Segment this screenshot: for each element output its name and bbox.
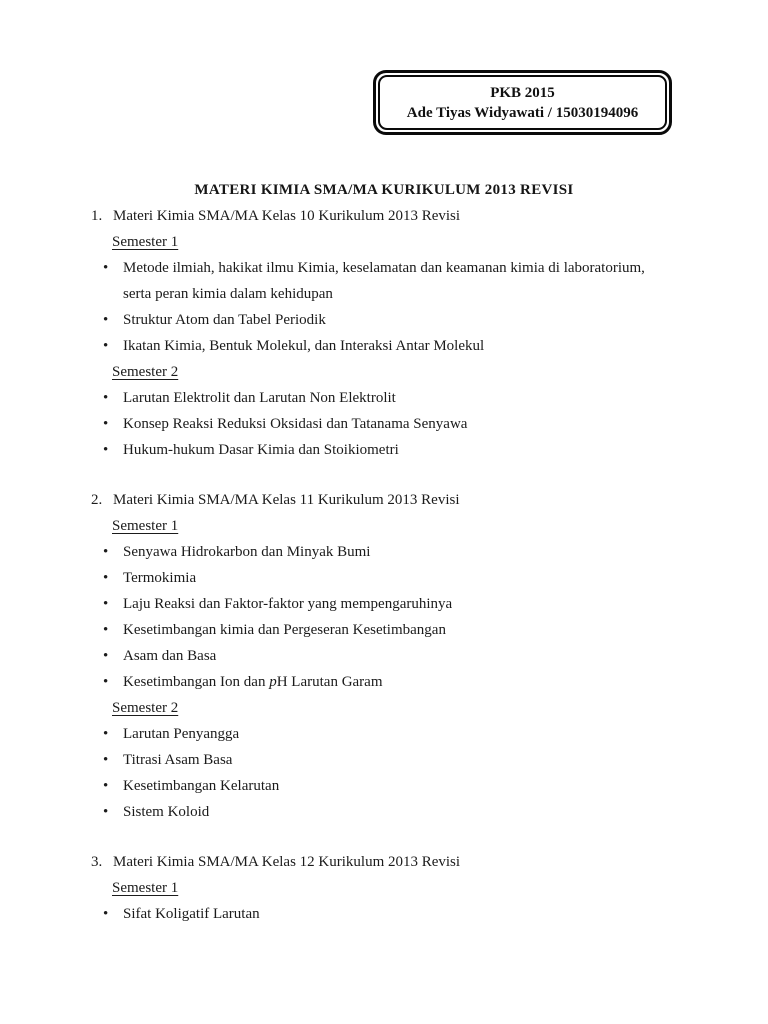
section-number: 2.	[91, 492, 103, 508]
bullet-item	[103, 591, 675, 617]
bullet-icon: •	[103, 596, 109, 612]
bullet-item-text: Ikatan Kimia, Bentuk Molekul, dan Interaksi Antar Molekul	[123, 338, 485, 354]
section-1	[91, 203, 677, 463]
bullet-item	[103, 539, 675, 565]
bullet-icon: •	[103, 442, 109, 458]
bullet-icon: •	[103, 726, 109, 742]
bullet-icon: •	[103, 778, 109, 794]
bullet-item-text: Titrasi Asam Basa	[123, 752, 233, 768]
bullet-item-text: Kesetimbangan Kelarutan	[123, 778, 280, 794]
semester-label: Semester 2	[112, 364, 179, 380]
section-heading	[91, 203, 677, 229]
semester-label: Semester 1	[112, 234, 179, 250]
section-number: 3.	[91, 854, 103, 870]
bullet-icon: •	[103, 752, 109, 768]
bullet-item	[103, 773, 675, 799]
page-title: MATERI KIMIA SMA/MA KURIKULUM 2013 REVISI	[194, 182, 574, 198]
bullet-item	[103, 643, 675, 669]
section-heading-text: Materi Kimia SMA/MA Kelas 11 Kurikulum 2013 Revisi	[113, 492, 460, 508]
section-number: 1.	[91, 208, 103, 224]
bullet-item	[103, 721, 675, 747]
bullet-item-text: Sifat Koligatif Larutan	[123, 906, 260, 922]
bullet-item-text: Metode ilmiah, hakikat ilmu Kimia, keselamatan dan keamanan kimia di laboratorium, serta peran kimia dalam kehidupan	[123, 260, 645, 302]
bullet-icon: •	[103, 544, 109, 560]
sections-container	[91, 203, 677, 927]
header-stamp-inner-border	[378, 75, 667, 130]
document-body	[91, 177, 677, 927]
bullet-item	[103, 307, 675, 333]
semester-label: Semester 1	[112, 518, 179, 534]
bullet-icon: •	[103, 906, 109, 922]
bullet-item-text: Senyawa Hidrokarbon dan Minyak Bumi	[123, 544, 371, 560]
section-heading	[91, 849, 677, 875]
stamp-course-label: PKB 2015	[490, 84, 555, 101]
bullet-icon: •	[103, 312, 109, 328]
bullet-item	[103, 411, 675, 437]
bullet-item-text: Asam dan Basa	[123, 648, 217, 664]
bullet-icon: •	[103, 338, 109, 354]
bullet-item-text: Konsep Reaksi Reduksi Oksidasi dan Tatanama Senyawa	[123, 416, 468, 432]
bullet-icon: •	[103, 804, 109, 820]
bullet-item	[103, 333, 675, 359]
bullet-item-text: Struktur Atom dan Tabel Periodik	[123, 312, 326, 328]
stamp-author-id: Ade Tiyas Widyawati / 15030194096	[406, 104, 639, 121]
bullet-item-text: Kesetimbangan Ion dan pH Larutan Garam	[123, 674, 383, 690]
bullet-item-text: Larutan Penyangga	[123, 726, 240, 742]
bullet-item	[103, 669, 675, 695]
bullet-item-text: Kesetimbangan kimia dan Pergeseran Kesetimbangan	[123, 622, 446, 638]
section-2	[91, 487, 677, 825]
bullet-icon: •	[103, 674, 109, 690]
bullet-item	[103, 617, 675, 643]
bullet-item	[103, 901, 675, 927]
section-heading-text: Materi Kimia SMA/MA Kelas 10 Kurikulum 2013 Revisi	[113, 208, 461, 224]
bullet-icon: •	[103, 390, 109, 406]
header-stamp-box	[373, 70, 672, 135]
bullet-item	[103, 565, 675, 591]
bullet-item	[103, 747, 675, 773]
bullet-item-text: Termokimia	[123, 570, 197, 586]
bullet-item-text: Larutan Elektrolit dan Larutan Non Elektrolit	[123, 390, 396, 406]
bullet-icon: •	[103, 416, 109, 432]
bullet-icon: •	[103, 570, 109, 586]
bullet-item	[103, 437, 675, 463]
bullet-icon: •	[103, 648, 109, 664]
semester-label: Semester 2	[112, 700, 179, 716]
bullet-item	[103, 799, 675, 825]
section-heading	[91, 487, 677, 513]
bullet-icon: •	[103, 622, 109, 638]
bullet-item	[103, 385, 675, 411]
semester-label: Semester 1	[112, 880, 179, 896]
bullet-item-text: Sistem Koloid	[123, 804, 210, 820]
section-3	[91, 849, 677, 927]
bullet-item-text: Laju Reaksi dan Faktor-faktor yang mempengaruhinya	[123, 596, 453, 612]
bullet-icon: •	[103, 260, 109, 276]
bullet-item	[103, 255, 675, 307]
bullet-item-text: Hukum-hukum Dasar Kimia dan Stoikiometri	[123, 442, 399, 458]
section-heading-text: Materi Kimia SMA/MA Kelas 12 Kurikulum 2013 Revisi	[113, 854, 461, 870]
